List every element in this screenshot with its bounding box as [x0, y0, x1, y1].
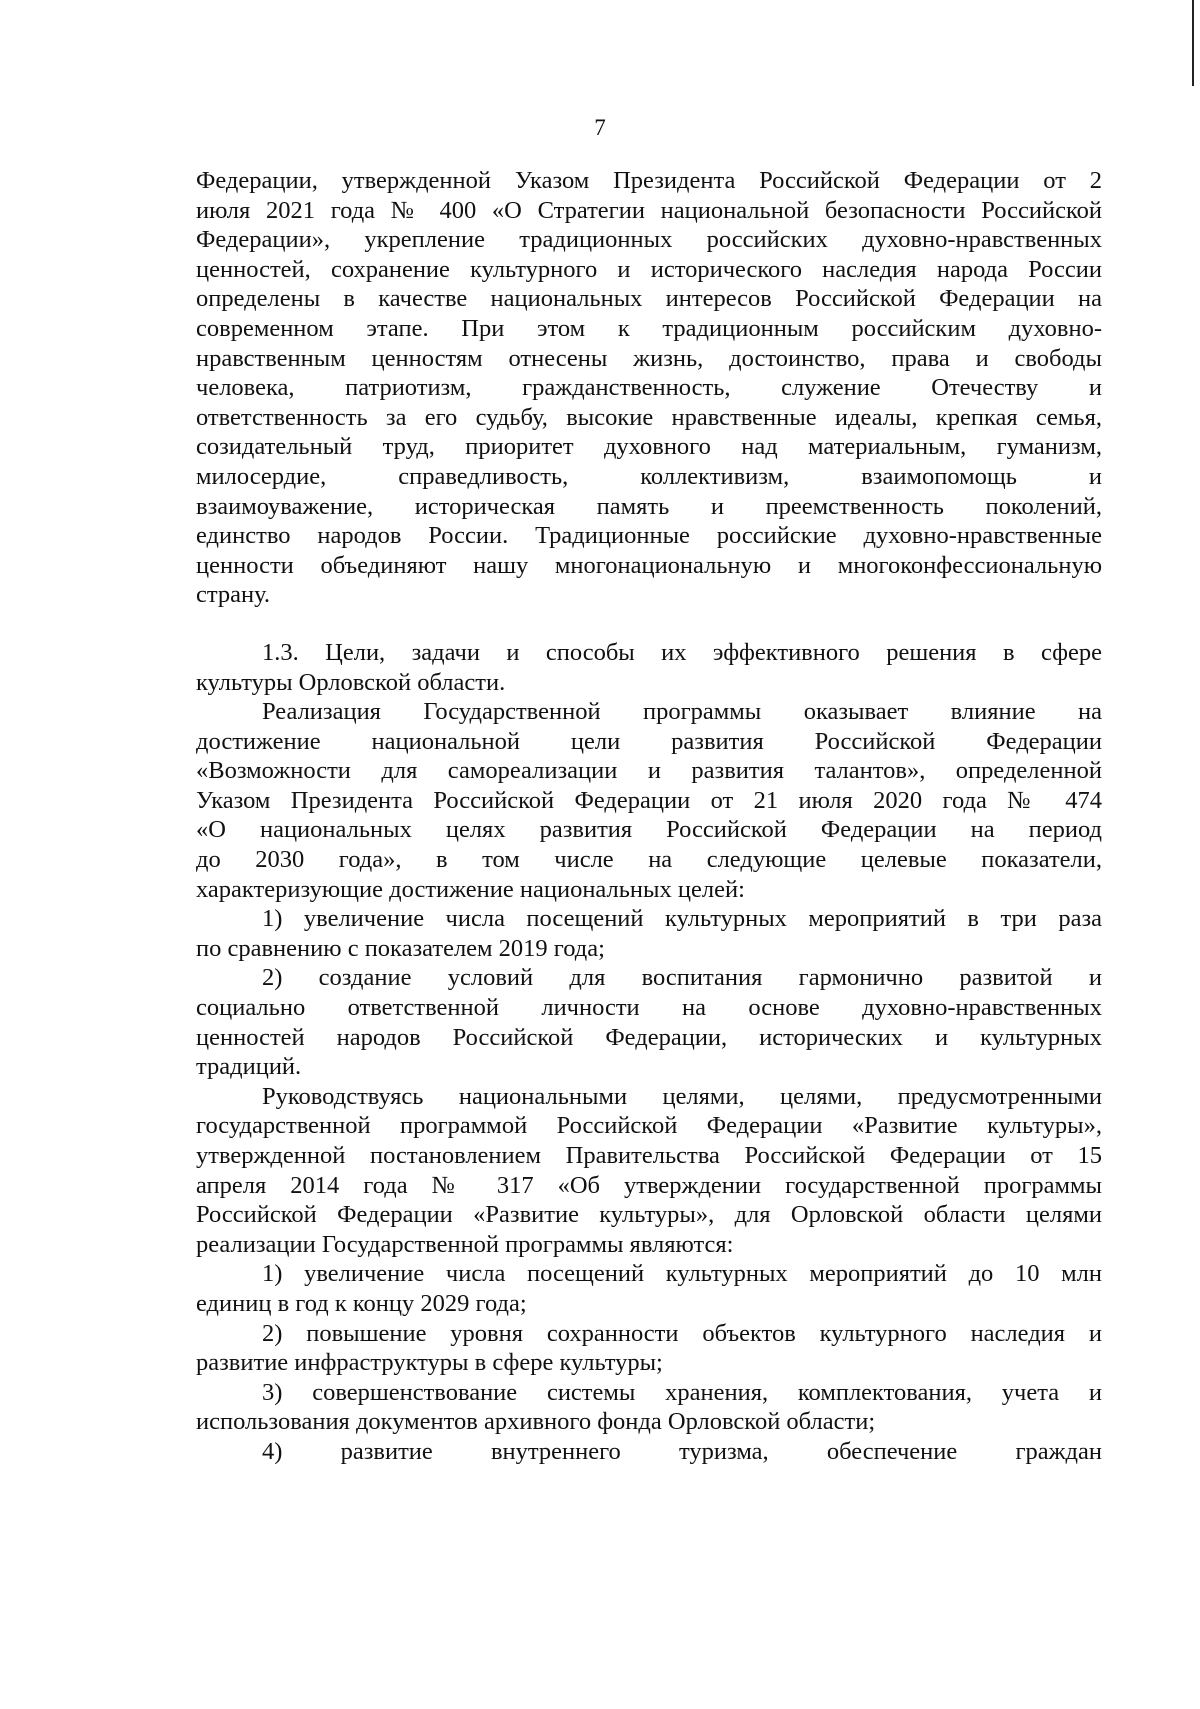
text-line: единиц в год к концу 2029 года; [196, 1289, 527, 1317]
text-line: Реализация Государственной программы оказывает влияние на [262, 698, 1102, 726]
text-line: Федерации», укрепление традиционных российских духовно-нравственных [196, 226, 1102, 254]
text-line: человека, патриотизм, гражданственность, служение Отечеству и [196, 374, 1102, 402]
text-line: Федерации, утвержденной Указом Президента Российской Федерации от 2 [196, 167, 1102, 194]
text-line: ответственность за его судьбу, высокие нравственные идеалы, крепкая семья, [196, 403, 1102, 431]
text-line: 2) создание условий для воспитания гармонично развитой и [262, 964, 1102, 992]
text-line: социально ответственной личности на основе духовно-нравственных [196, 994, 1102, 1022]
text-line: июля 2021 года № 400 «О Стратегии национальной безопасности Российской [196, 196, 1102, 224]
text-line: Указом Президента Российской Федерации от 21 июля 2020 года № 474 [196, 786, 1102, 814]
text-line: реализации Государственной программы являются: [196, 1230, 734, 1258]
text-line: развитие инфраструктуры в сфере культуры; [196, 1349, 663, 1377]
text-line: утвержденной постановлением Правительства Российской Федерации от 15 [196, 1142, 1102, 1169]
scan-edge-mark [1192, 0, 1194, 86]
text-line: 3) совершенствование системы хранения, комплектования, учета и [262, 1378, 1102, 1406]
text-line: определены в качестве национальных интересов Российской Федерации на [196, 285, 1102, 313]
text-line: 1) увеличение числа посещений культурных мероприятий до 10 млн [262, 1260, 1102, 1288]
text-line: 1.3. Цели, задачи и способы их эффективного решения в сфере [262, 638, 1102, 666]
text-line: «Возможности для самореализации и развития талантов», определенной [196, 757, 1102, 785]
text-line: 4) развитие внутреннего туризма, обеспечение граждан [262, 1437, 1102, 1465]
text-line: по сравнению с показателем 2019 года; [196, 934, 605, 962]
text-line: взаимоуважение, историческая память и преемственность поколений, [196, 492, 1102, 520]
text-line: государственной программой Российской Федерации «Развитие культуры», [196, 1112, 1102, 1140]
text-line: «О национальных целях развития Российской Федерации на период [196, 816, 1102, 844]
body-text [196, 166, 1102, 1467]
text-line: использования документов архивного фонда Орловской области; [196, 1408, 876, 1436]
text-line: 2) повышение уровня сохранности объектов культурного наследия и [262, 1319, 1102, 1347]
text-line: апреля 2014 года № 317 «Об утверждении государственной программы [196, 1171, 1102, 1199]
text-line: единство народов России. Традиционные российские духовно-нравственные [196, 522, 1102, 550]
text-line: ценностей народов Российской Федерации, исторических и культурных [196, 1023, 1102, 1051]
text-line: ценности объединяют нашу многонациональную и многоконфессиональную [196, 551, 1102, 579]
text-line: достижение национальной цели развития Российской Федерации [196, 727, 1102, 755]
text-line: до 2030 года», в том числе на следующие целевые показатели, [196, 846, 1102, 874]
text-line: милосердие, справедливость, коллективизм, взаимопомощь и [196, 462, 1102, 490]
text-line: страну. [196, 581, 271, 609]
text-line: характеризующие достижение национальных целей: [196, 875, 745, 903]
text-line: Руководствуясь национальными целями, целями, предусмотренными [262, 1082, 1102, 1110]
text-line: 1) увеличение числа посещений культурных мероприятий в три раза [262, 905, 1102, 933]
page-number: 7 [594, 115, 606, 140]
text-line: традиций. [196, 1053, 302, 1081]
text-line: Российской Федерации «Развитие культуры», для Орловской области целями [196, 1201, 1102, 1229]
text-line: нравственным ценностям отнесены жизнь, достоинство, права и свободы [196, 344, 1102, 372]
text-line: современном этапе. При этом к традиционным российским духовно- [196, 314, 1102, 342]
text-line: ценностей, сохранение культурного и исторического наследия народа России [196, 255, 1102, 283]
text-line: культуры Орловской области. [196, 668, 506, 696]
text-line: созидательный труд, приоритет духовного над материальным, гуманизм, [196, 433, 1102, 461]
